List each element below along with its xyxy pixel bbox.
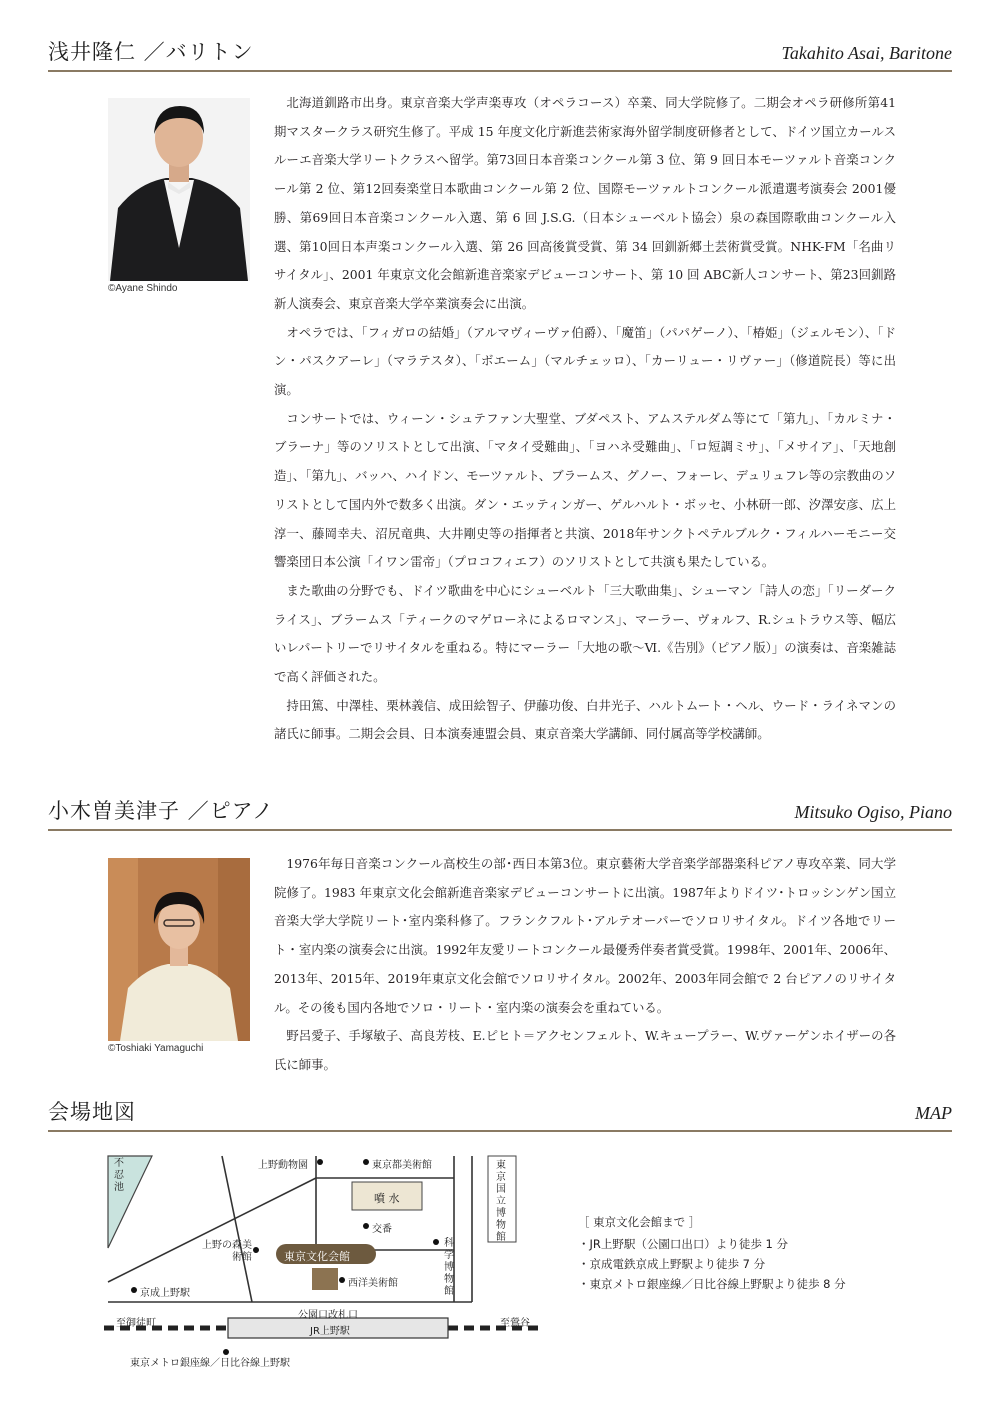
singer-name-jp: 浅井隆仁 ／バリトン (48, 40, 254, 64)
pond-label: 不忍池 (114, 1158, 124, 1193)
pianist-name-en: Mitsuko Ogiso, Piano (794, 802, 952, 822)
pianist-bio-paragraph: 1976年毎日音楽コンクール高校生の部･西日本第3位。東京藝術大学音楽学部器楽科ピアノ専攻卒業、同大学院修了。1983 年東京文化会館新進音楽家デビューコンサートに出演。1987年よりドイツ･トロッシンゲン国立音楽大学大学院リート･室内楽科修了。フランクフルト･アルテオーパーでソロリサイタル。ドイツ各地でリート・室内楽の演奏会に出演。1992年友愛リートコンクール最優秀伴奏者賞受賞。1998年、2001年、2006年、2013年、2015年、2019年東京文化会館でソロリサイタル。2002年、2003年同会館で 2 台ピアノのリサイタル。その後も国内各地でソロ・リート・室内楽の演奏会を重ねている。 (274, 856, 896, 1015)
fountain-label: 噴 水 (374, 1192, 400, 1205)
access-title: ［ 東京文化会館まで ］ (578, 1215, 701, 1229)
science-museum-marker (433, 1239, 439, 1245)
jr-station-label: JR上野駅 (310, 1326, 350, 1337)
venue-label: 東京文化会館 (284, 1250, 350, 1263)
koban-marker (363, 1223, 369, 1229)
park-exit-label: 公園口改札口 (298, 1310, 358, 1321)
singer-bio-paragraph: オペラでは、「フィガロの結婚」（アルマヴィーヴァ伯爵）、「魔笛」（パパゲーノ）、「椿姫」（ジェルモン）、「ドン・パスクアーレ」（マラテスタ）、「ボエーム」（マルチェッロ）、「カーリュー・リヴァー」（修道院長）等に出演。 (274, 324, 896, 398)
map-section-header (48, 1100, 952, 1132)
zoo-label: 上野動物園 (258, 1160, 308, 1171)
art-museum-marker (363, 1159, 369, 1165)
koban-label: 交番 (372, 1224, 392, 1235)
western-museum-marker (339, 1277, 345, 1283)
forest-museum-label: 上野の森美術館 (202, 1240, 252, 1263)
venue-map (104, 1150, 544, 1370)
zoo-marker (317, 1159, 323, 1165)
national-museum-label: 東京国立博物館 (496, 1160, 506, 1243)
art-museum-label: 東京都美術館 (372, 1160, 432, 1171)
access-item: ・ 東京メトロ銀座線／日比谷線上野駅より徒歩 8 分 (578, 1274, 846, 1294)
access-info (578, 1212, 846, 1294)
pianist-photo (108, 858, 250, 1041)
pianist-bio-paragraph: 野呂愛子、手塚敏子、高良芳枝、E.ピヒト＝アクセンフェルト、W.キュープラー、W.ヴァーゲンホイザーの各氏に師事。 (274, 1028, 896, 1072)
pianist-photo-credit: ©Toshiaki Yamaguchi (108, 1043, 204, 1054)
pianist-name-jp: 小木曽美津子 ／ピアノ (48, 799, 274, 823)
singer-bio-paragraph: コンサートでは、ウィーン・シュテファン大聖堂、ブダペスト、アムステルダム等にて「第九」、「カルミナ・ブラーナ」等のソリストとして出演、「マタイ受難曲」、「ヨハネ受難曲」、「ロ短調ミサ」、「メサイア」、「天地創造」、「第九」、バッハ、ハイドン、モーツァルト、ブラームス、グノー、フォーレ、デュリュフレ等の宗教曲のソリストとして国内外で数多く出演。ダン・エッティンガー、ゲルハルト・ボッセ、小林研一郎、汐澤安彦、広上淳一、藤岡幸夫、沼尻竜典、大井剛史等の指揮者と共演、2018年サンクトペテルブルク・フィルハーモニー交響楽団日本公演「イワン雷帝」（プロコフィエフ）のソリストとして共演も果たしている。 (274, 410, 896, 570)
pianist-biography (274, 850, 896, 1080)
access-item: ・ JR上野駅（公園口出口）より徒歩 1 分 (578, 1234, 846, 1254)
forest-museum-marker (253, 1247, 259, 1253)
singer-section-header (48, 40, 952, 72)
singer-photo-credit: ©Ayane Shindo (108, 283, 178, 294)
to-uguisudani-label: 至鶯谷 (500, 1318, 530, 1329)
singer-photo (108, 98, 250, 281)
keisei-marker (131, 1287, 137, 1293)
singer-bio-paragraph: 北海道釧路市出身。東京音楽大学声楽専攻（オペラコース）卒業、同大学院修了。二期会オペラ研修所第41期マスタークラス研究生修了。平成 15 年度文化庁新進芸術家海外留学制度研修者として、ドイツ国立カールスルーエ音楽大学リートクラスへ留学。第73回日本音楽コンクール第 3 位、第 9 回日本モーツァルト音楽コンクール第 2 位、第12回奏楽堂日本歌曲コンクール第 2 位、国際モーツァルトコンクール派遣選考演奏会 2001優勝、第69回日本音楽コンクール入選、第 6 回 J.S.G.（日本シューベルト協会）泉の森国際歌曲コンクール入選、第10回日本声楽コンクール入選、第 26 回高後賞受賞、第 34 回釧新郷土芸術賞受賞。NHK-FM「名曲リサイタル」、2001 年東京文化会館新進音楽家デビューコンサート、第 10 回 ABC新人コンサート、第23回釧路新人演奏会、東京音楽大学卒業演奏会に出演。 (274, 95, 896, 311)
singer-name-en: Takahito Asai, Baritone (781, 43, 952, 63)
pianist-section-header (48, 799, 952, 831)
access-item: ・ 京成電鉄京成上野駅より徒歩 7 分 (578, 1254, 846, 1274)
singer-bio-paragraph: また歌曲の分野でも、ドイツ歌曲を中心にシューベルト「三大歌曲集」、シューマン「詩人の恋」「リーダークライス」、ブラームス「ティークのマゲローネによるロマンス」、マーラー、ヴォルフ、R.シュトラウス等、幅広いレパートリーでリサイタルを重ねる。特にマーラー「大地の歌～Ⅵ.《告別》（ピアノ版）」の演奏は、音楽雑誌で高く評価された。 (274, 582, 896, 685)
access-list (578, 1234, 846, 1294)
venue-block (312, 1268, 338, 1290)
singer-biography (274, 89, 896, 749)
to-okachimachi-label: 至御徒町 (116, 1318, 156, 1329)
singer-bio-paragraph: 持田篤、中澤桂、栗林義信、成田絵智子、伊藤功俊、白井光子、ハルトムート・ヘル、ウード・ライネマンの諸氏に師事。二期会会員、日本演奏連盟会員、東京音楽大学講師、同付属高等学校講師。 (274, 697, 896, 742)
map-title-en: MAP (915, 1103, 952, 1123)
western-museum-label: 西洋美術館 (348, 1278, 398, 1289)
metro-label: 東京メトロ銀座線／日比谷線上野駅 (130, 1358, 290, 1369)
map-title-jp: 会場地図 (48, 1100, 136, 1124)
science-museum-label: 科学博物館 (444, 1238, 454, 1297)
keisei-station-label: 京成上野駅 (140, 1288, 190, 1299)
